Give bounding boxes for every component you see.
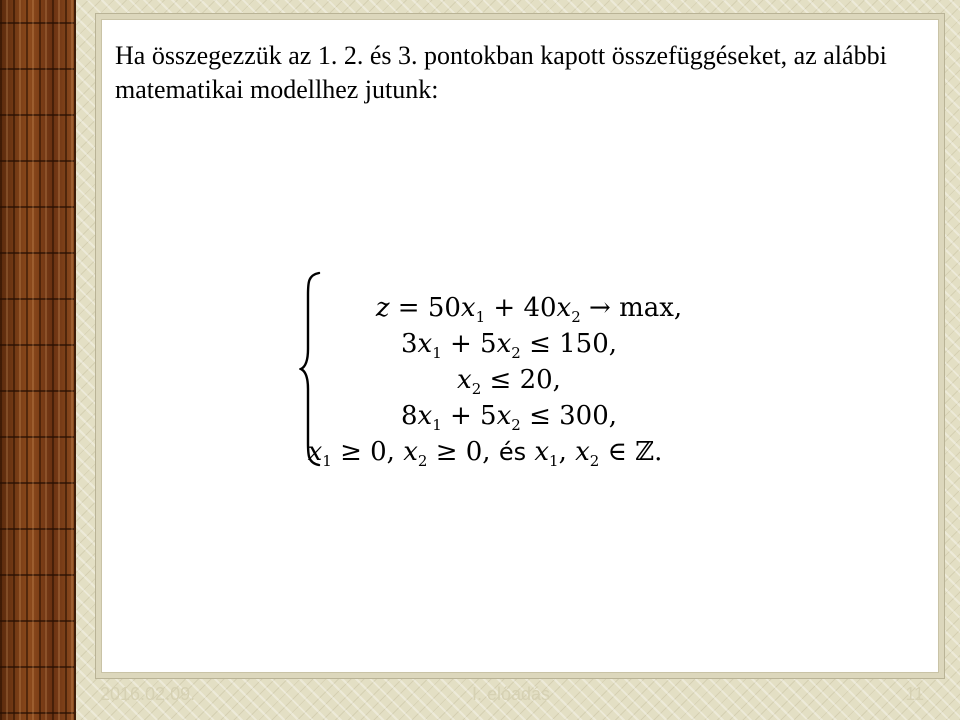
- objective-max: → max,: [580, 293, 683, 323]
- x1-subscript: 1: [432, 344, 442, 362]
- x1-variable: x: [417, 401, 433, 431]
- x2-subscript: 2: [511, 344, 521, 362]
- x1-subscript: 1: [432, 416, 442, 434]
- footer-date: 2016.02.09.: [100, 684, 196, 704]
- c1-coef-a: 3: [400, 329, 418, 359]
- c2-rhs: ≤ 20,: [481, 365, 561, 395]
- slide-content-area: [96, 14, 944, 678]
- wood-sidebar-decoration: [0, 0, 76, 720]
- math-model: [299, 269, 719, 469]
- objective-coef-1: = 50: [389, 293, 461, 323]
- c1-rhs: ≤ 150,: [520, 329, 618, 359]
- c4-comma: ,: [558, 437, 576, 467]
- footer-page-number: 11: [905, 684, 924, 704]
- c3-coef-a: 8: [400, 401, 418, 431]
- c3-rhs: ≤ 300,: [520, 401, 618, 431]
- c4-ge-2: ≥ 0,: [427, 437, 499, 467]
- x2-subscript: 2: [471, 380, 482, 398]
- constraint-2: [299, 365, 719, 398]
- slide-footer: [100, 684, 924, 712]
- x1-variable: x: [417, 329, 433, 359]
- constraint-1: [299, 329, 719, 362]
- x2-variable: x: [496, 329, 512, 359]
- x2-variable: x: [496, 401, 512, 431]
- footer-title: I. előadás: [472, 684, 551, 704]
- x2-subscript: 2: [417, 452, 428, 470]
- x1-subscript: 1: [322, 452, 332, 470]
- x1-subscript: 1: [549, 452, 559, 470]
- x1-variable: x: [460, 293, 476, 323]
- c1-coef-b: + 5: [441, 329, 497, 359]
- objective-function: [319, 293, 739, 326]
- c4-ge-1: ≥ 0,: [331, 437, 404, 467]
- x1-variable: x: [307, 437, 323, 467]
- x2-subscript: 2: [589, 452, 600, 470]
- x2-variable: x: [403, 437, 418, 467]
- slide-body-text: Ha összegezzük az 1. 2. és 3. pontokban kapott összefüggéseket, az alábbi matematikai modellhez jutunk:: [115, 41, 887, 104]
- c3-coef-b: + 5: [441, 401, 497, 431]
- c4-es-word: és: [498, 438, 527, 466]
- z-variable: z: [375, 293, 390, 323]
- x2-variable: x: [457, 365, 472, 395]
- x2-subscript: 2: [571, 308, 581, 326]
- constraint-4: [275, 437, 695, 470]
- x2-subscript: 2: [511, 416, 521, 434]
- x1-variable: x: [534, 437, 550, 467]
- x1-subscript: 1: [475, 308, 486, 326]
- constraint-3: [299, 401, 719, 434]
- x2-variable: x: [556, 293, 572, 323]
- objective-coef-2: + 40: [485, 293, 557, 323]
- c4-integer-set: ∈ ℤ.: [599, 437, 663, 467]
- x2-variable: x: [575, 437, 590, 467]
